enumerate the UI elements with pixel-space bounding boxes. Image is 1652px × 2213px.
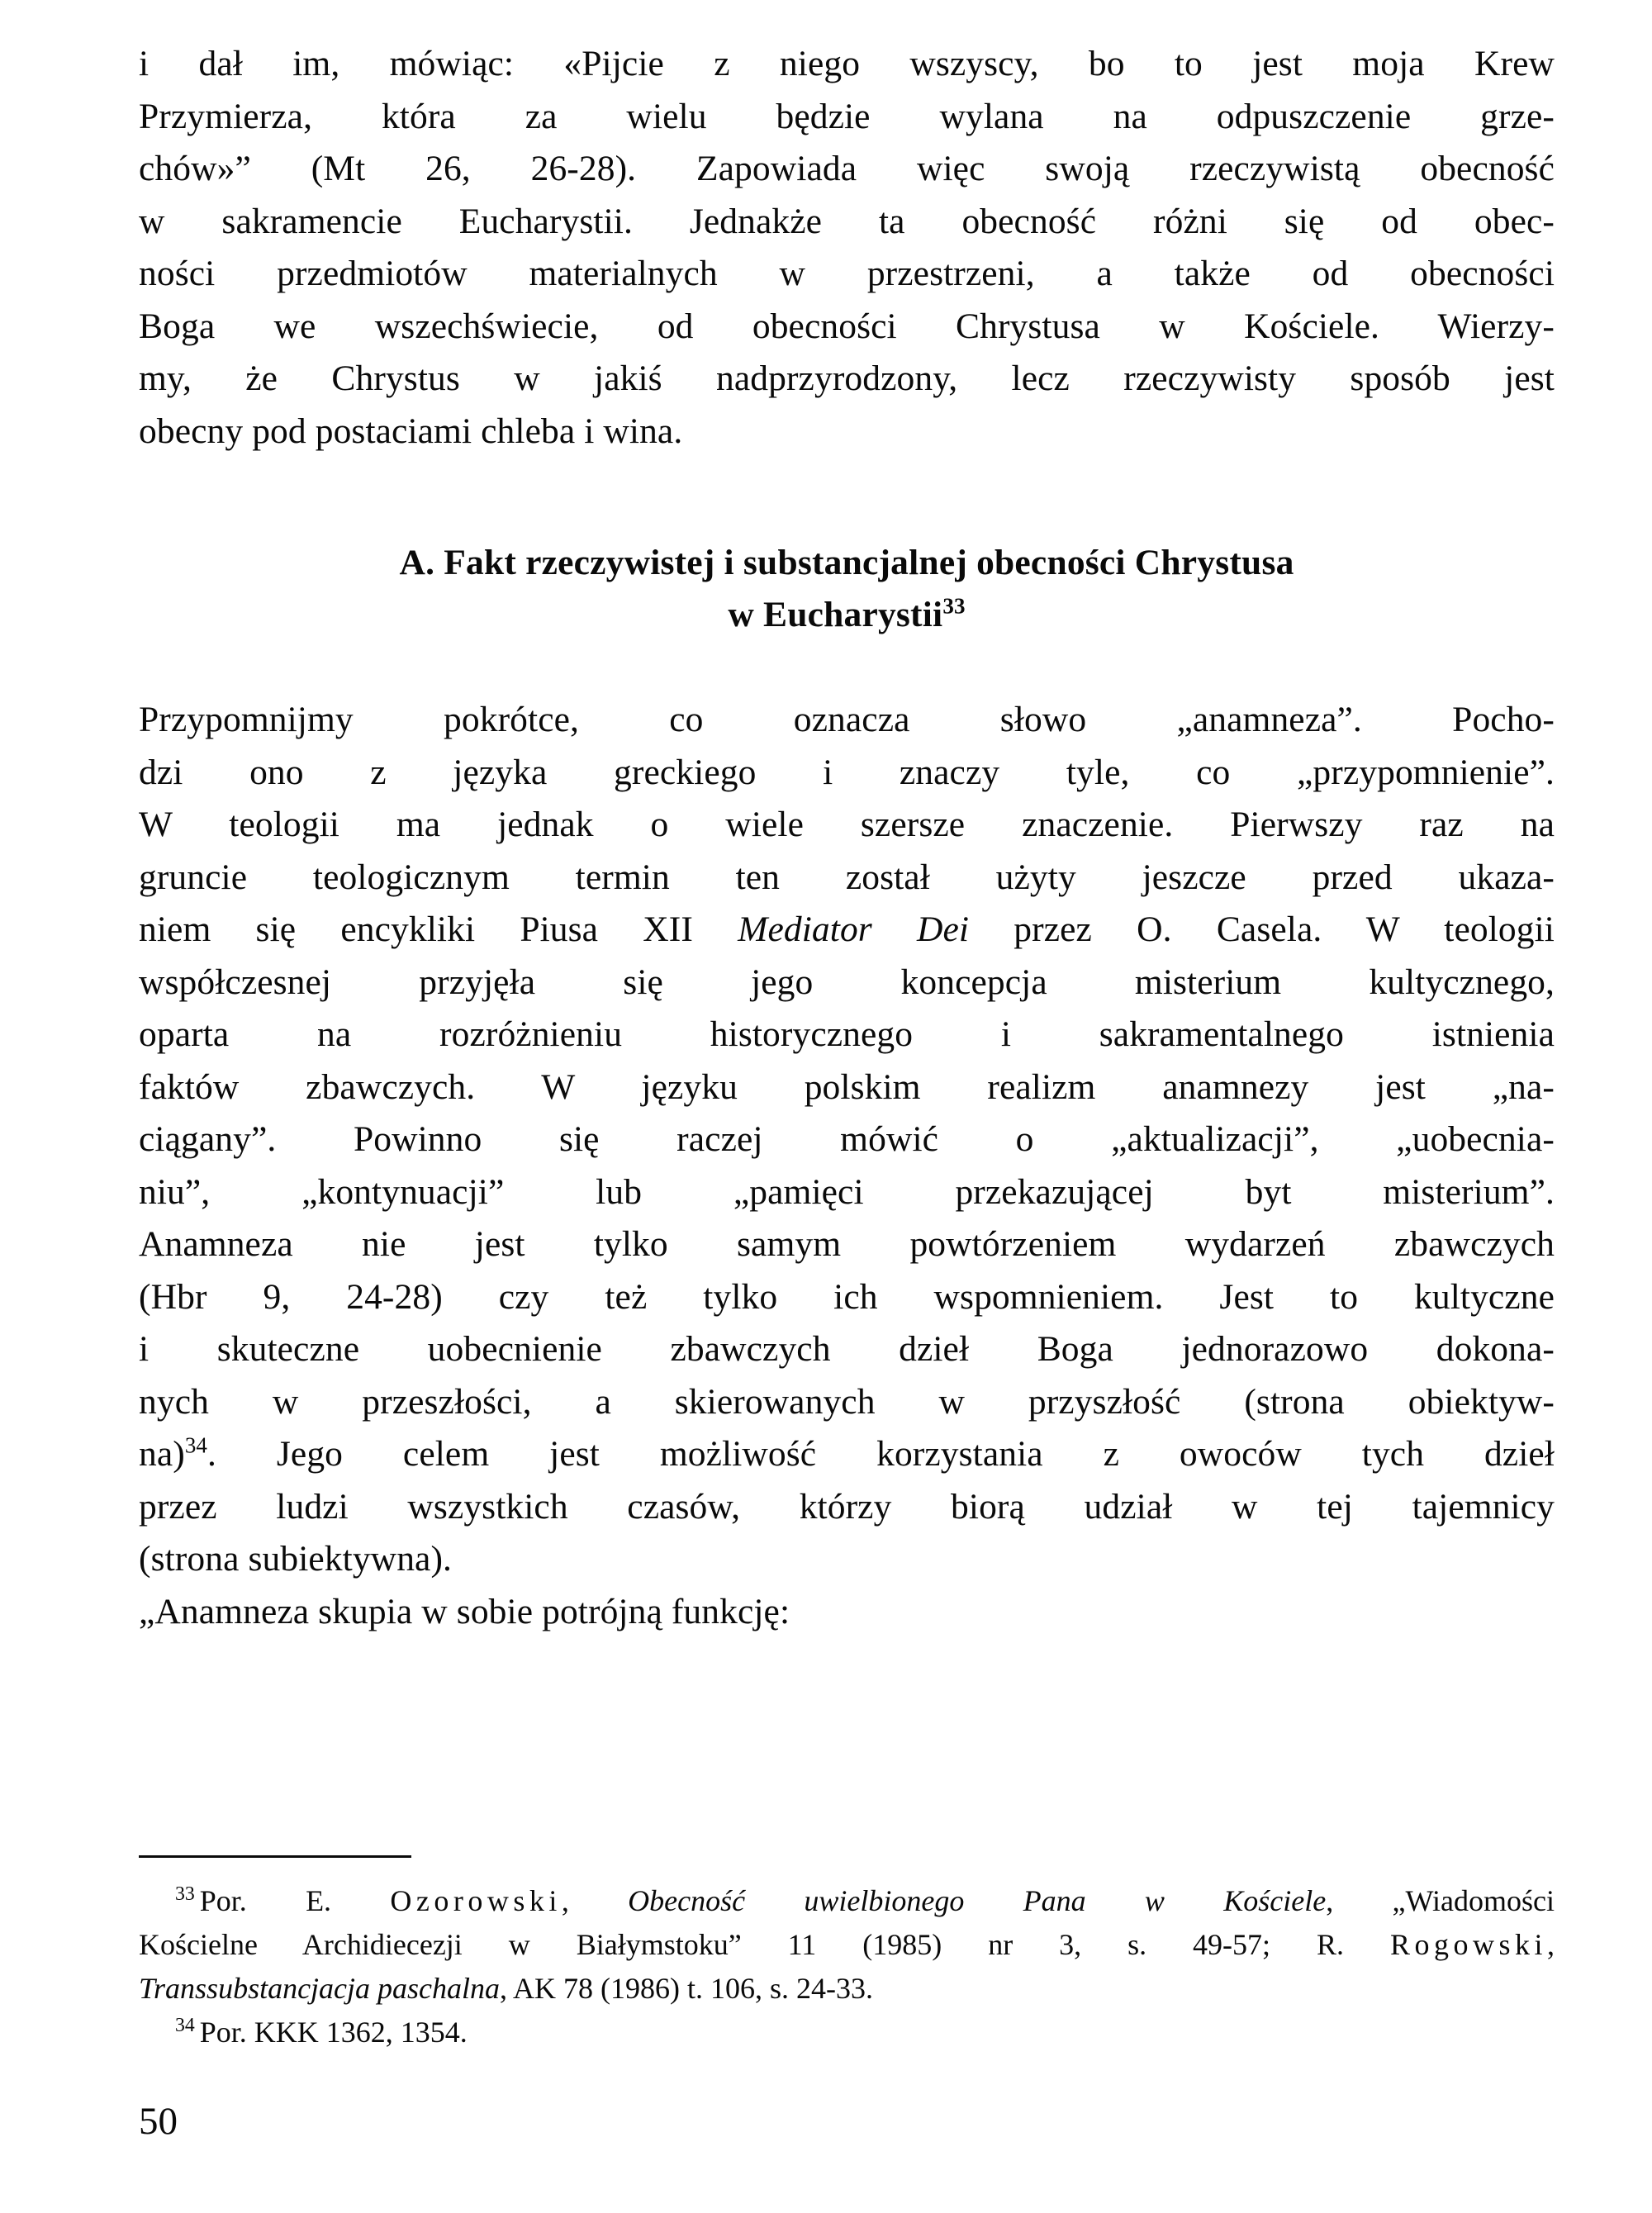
text-line: współczesnej przyjęła się jego koncepcja misterium kultycznego,: [139, 962, 1555, 1002]
text-line: „Anamneza skupia w sobie potrójną funkcję:: [139, 1591, 790, 1631]
footnote-33: [139, 1879, 1555, 2011]
footnote-line: [139, 1923, 1555, 1967]
text-line: ności przedmiotów materialnych w przestrzeni, a także od obecności: [139, 254, 1555, 293]
text-line: ciągany”. Powinno się raczej mówić o „aktualizacji”, „uobecnia-: [139, 1119, 1555, 1159]
footnote-text-line3-rest: , AK 78 (1986) t. 106, s. 24-33.: [500, 1972, 874, 2005]
section-heading: [139, 537, 1555, 641]
text-line: dzi ono z języka greckiego i znaczy tyle, co „przypomnienie”.: [139, 752, 1555, 792]
footnote-text-rest: , „Wiadomości: [1326, 1884, 1555, 1917]
footnote-line: [139, 2011, 1555, 2054]
paragraph-opening: [139, 38, 1555, 458]
footnote-text-por: Por. E.: [199, 1884, 391, 1917]
text-line: my, że Chrystus w jakiś nadprzyrodzony, lecz rzeczywisty sposób jest: [139, 359, 1555, 398]
text-line: chów»” (Mt 26, 26-28). Zapowiada więc swoją rzeczywistą obecność: [139, 149, 1555, 188]
footnote-title-italic: Obecność uwielbionego Pana w Kościele: [628, 1884, 1327, 1917]
paragraph-1: [139, 38, 1555, 458]
footnote-34: [139, 2011, 1555, 2054]
text-line: gruncie teologicznym termin ten został użyty jeszcze przed ukaza-: [139, 857, 1555, 897]
line-text-after-marker: . Jego celem jest możliwość korzystania z owoców tych dzieł: [207, 1434, 1555, 1474]
footnote-author-rogowski: Rogowski: [1389, 1928, 1547, 1961]
paragraph-2: [139, 694, 1555, 1586]
section-heading-line-1: A. Fakt rzeczywistej i substancjalnej obecności Chrystusa: [399, 543, 1294, 582]
footnote-line: [139, 1879, 1555, 1923]
text-line: przez ludzi wszystkich czasów, którzy biorą udział w tej tajemnicy: [139, 1486, 1555, 1527]
line-text-after-italic: przez O. Casela. W teologii: [969, 909, 1555, 949]
text-line: (strona subiektywna).: [139, 1539, 453, 1579]
text-line: Anamneza nie jest tylko samym powtórzeniem wydarzeń zbawczych: [139, 1224, 1555, 1264]
text-line: Przymierza, która za wielu będzie wylana na odpuszczenie grze-: [139, 96, 1555, 136]
page-number: 50: [139, 2100, 178, 2143]
section-heading-line-2-text: w Eucharystii: [728, 595, 943, 634]
text-line: w sakramencie Eucharystii. Jednakże ta obecność różni się od obec-: [139, 201, 1555, 241]
footnote-line: [139, 1967, 1555, 2011]
text-line: i dał im, mówiąc: «Pijcie z niego wszyscy, bo to jest moja Krew: [139, 44, 1555, 83]
footnote-marker-34: 34: [184, 1432, 208, 1458]
footnote-number-33: 33: [175, 1883, 195, 1905]
line-text-before-marker: na): [139, 1434, 185, 1474]
text-line: W teologii ma jednak o wiele szersze znaczenie. Pierwszy raz na: [139, 805, 1555, 844]
text-line: faktów zbawczych. W języku polskim realizm anamnezy jest „na-: [139, 1066, 1555, 1107]
footnote-separator-rule: [139, 1855, 411, 1858]
paragraph-body: [139, 694, 1555, 1638]
footnote-text-line2: Kościelne Archidiecezji w Białymstoku” 11 (1985) nr 3, s. 49-57; R.: [139, 1928, 1390, 1961]
text-line: (Hbr 9, 24-28) czy też tylko ich wspomnieniem. Jest to kultyczne: [139, 1276, 1555, 1317]
text-line: Boga we wszechświecie, od obecności Chrystusa w Kościele. Wierzy-: [139, 306, 1555, 346]
footnote-text-line2-tail: ,: [1547, 1928, 1555, 1961]
paragraph-3: [139, 1586, 1555, 1639]
heading-spacer: [139, 641, 1555, 694]
text-line-mediator-dei: [139, 904, 1555, 957]
line-text-before-italic: niem się encykliki Piusa XII: [139, 909, 738, 949]
text-line: niu”, „kontynuacji” lub „pamięci przekazującej byt misterium”.: [139, 1171, 1555, 1212]
text-line: i skuteczne uobecnienie zbawczych dzieł Boga jednorazowo dokona-: [139, 1329, 1555, 1369]
footnote-marker-33: 33: [942, 593, 966, 619]
footnote-comma: ,: [561, 1884, 629, 1917]
italic-title-mediator-dei: Mediator Dei: [738, 909, 970, 949]
text-line: Przypomnijmy pokrótce, co oznacza słowo „anamneza”. Pocho-: [139, 700, 1555, 739]
text-line-footnote-34: [139, 1428, 1555, 1481]
footnote-title-italic-2: Transsubstancjacja paschalna: [139, 1972, 501, 2005]
footnote-author-ozorowski: Ozorowski: [390, 1884, 562, 1917]
section-heading-line-2: [139, 589, 1555, 641]
footnote-text-34: Por. KKK 1362, 1354.: [199, 2016, 468, 2049]
text-line: oparta na rozróżnieniu historycznego i sakramentalnego istnienia: [139, 1014, 1555, 1054]
text-line: obecny pod postaciami chleba i wina.: [139, 411, 683, 451]
text-line: nych w przeszłości, a skierowanych w przyszłość (strona obiektyw-: [139, 1381, 1555, 1422]
footnote-number-34: 34: [175, 2015, 195, 2036]
footnotes-section: [139, 1855, 1555, 2054]
